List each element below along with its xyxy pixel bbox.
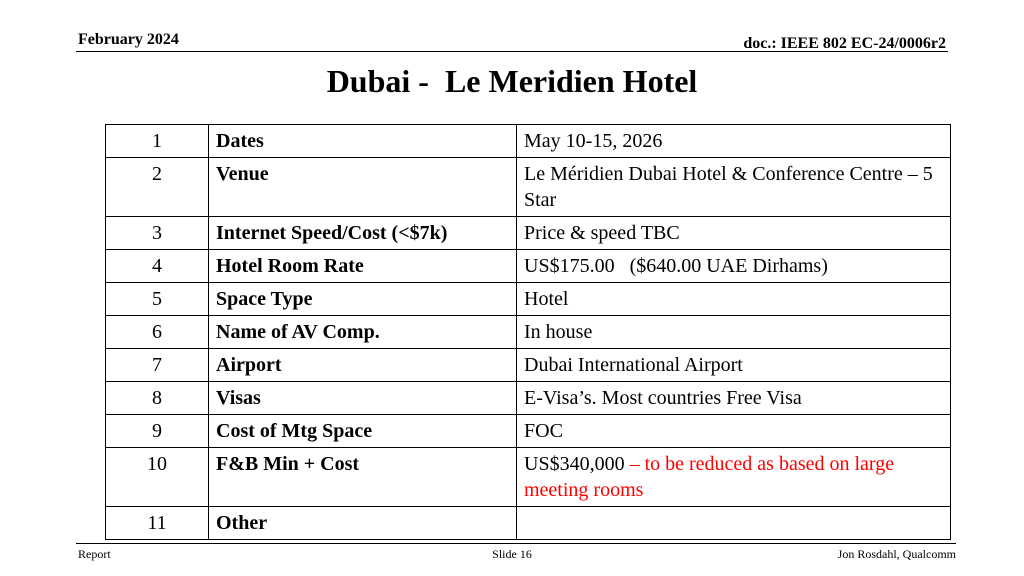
row-value: E-Visa’s. Most countries Free Visa [517, 382, 951, 415]
table-row [106, 125, 951, 158]
table-row [106, 250, 951, 283]
row-value: Le Méridien Dubai Hotel & Conference Centre – 5 Star [517, 158, 951, 217]
row-value: US$175.00 ($640.00 UAE Dirhams) [517, 250, 951, 283]
row-label: Name of AV Comp. [209, 316, 517, 349]
row-number: 4 [106, 250, 209, 283]
table-row [106, 382, 951, 415]
row-value: FOC [517, 415, 951, 448]
row-label: Internet Speed/Cost (<$7k) [209, 217, 517, 250]
hotel-info-table [105, 124, 951, 540]
row-label: Venue [209, 158, 517, 217]
header-divider [76, 51, 948, 52]
row-value [517, 507, 951, 540]
row-value: Dubai International Airport [517, 349, 951, 382]
footer-left: Report [78, 547, 111, 561]
row-label: Dates [209, 125, 517, 158]
table-row [106, 158, 951, 217]
footer-slide-number: Slide 16 [492, 547, 532, 561]
row-label: Hotel Room Rate [209, 250, 517, 283]
footer-author: Jon Rosdahl, Qualcomm [837, 547, 956, 561]
table-row [106, 415, 951, 448]
table-row [106, 448, 951, 507]
header-doc-id: doc.: IEEE 802 EC-24/0006r2 [743, 35, 946, 52]
row-label: Cost of Mtg Space [209, 415, 517, 448]
row-number: 6 [106, 316, 209, 349]
row-value [517, 448, 951, 507]
row-number: 10 [106, 448, 209, 507]
row-label: F&B Min + Cost [209, 448, 517, 507]
row-number: 9 [106, 415, 209, 448]
table-row [106, 316, 951, 349]
table-row [106, 283, 951, 316]
row-label: Space Type [209, 283, 517, 316]
row-label: Airport [209, 349, 517, 382]
footer-divider [76, 543, 956, 544]
row-number: 2 [106, 158, 209, 217]
row-label: Visas [209, 382, 517, 415]
row-value: May 10-15, 2026 [517, 125, 951, 158]
row-value: In house [517, 316, 951, 349]
row-value: Hotel [517, 283, 951, 316]
fb-cost-note: – to be reduced as based on large meeting rooms [524, 453, 900, 501]
row-number: 3 [106, 217, 209, 250]
row-number: 5 [106, 283, 209, 316]
header-date: February 2024 [78, 31, 179, 48]
row-number: 7 [106, 349, 209, 382]
row-number: 1 [106, 125, 209, 158]
row-number: 11 [106, 507, 209, 540]
table-row [106, 217, 951, 250]
row-label: Other [209, 507, 517, 540]
table-row [106, 507, 951, 540]
row-value: Price & speed TBC [517, 217, 951, 250]
slide-title: Dubai - Le Meridien Hotel [326, 63, 698, 99]
fb-cost-amount: US$340,000 [524, 453, 630, 475]
row-number: 8 [106, 382, 209, 415]
table-row [106, 349, 951, 382]
